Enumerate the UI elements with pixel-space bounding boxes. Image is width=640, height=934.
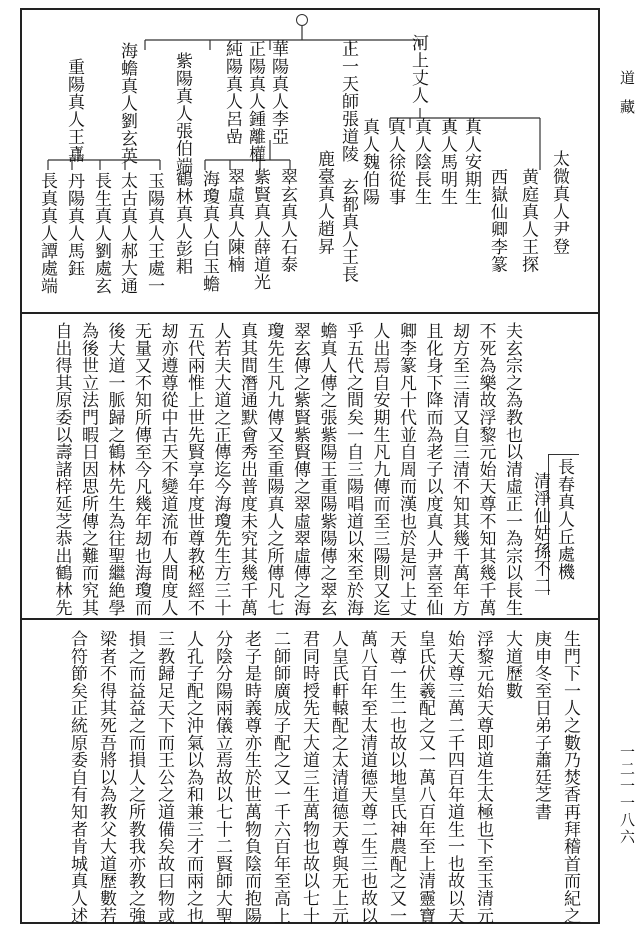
text-column: 損之而益益之而損人之所教我亦教之強	[125, 630, 145, 925]
text-column: 人孔子配之沖氣以為和兼三才而兩之也	[183, 630, 203, 925]
text-column: 蟾真人傳之張紫陽王重陽紫陽傳之翠玄	[316, 322, 337, 617]
node: 翠虛真人陳楠	[224, 168, 244, 273]
node: 玄都真人王長	[338, 178, 358, 283]
node: 華陽真人李亞	[268, 40, 288, 145]
mid-header: 長春真人丘處機	[554, 458, 574, 581]
text-column: 真其間潛通默會秀出普度未究其幾千萬	[237, 322, 257, 617]
text-column: 人皇氏軒轅配之太清道德天尊與无上元	[328, 630, 348, 925]
text-column: 刼亦遵尊從中古天不變道流布人間度人	[157, 322, 178, 617]
node: 重陽真人王嚞	[64, 58, 84, 163]
text-column: 三教歸足天下而王公之道備矣故曰物或	[154, 630, 174, 925]
text-column: 人若夫大道之正傳迄今海瓊先生方三十	[210, 322, 231, 617]
node: 太古真人郝大通	[117, 172, 137, 295]
text-column: 且化身下降而為老子以度真人尹喜至仙	[422, 322, 443, 617]
node: 海蟾真人劉玄英	[117, 42, 137, 165]
node: 鶴林真人彭耜	[172, 170, 192, 275]
text-column: 分陰分陽兩儀立焉故以七十二賢師大聖	[212, 630, 232, 925]
page-number: 一二一一八六	[618, 744, 636, 846]
text-column: 庚申冬至日弟子蕭廷芝書	[531, 630, 551, 821]
side-title: 道藏	[618, 70, 636, 128]
text-column: 翠玄傳之紫賢紫賢傳之翠虛翠虛傳之海	[290, 322, 310, 617]
node: 紫賢真人薛道光	[250, 168, 270, 291]
text-column: 萬八百年至太清道德天尊二生三也故以	[357, 630, 377, 925]
node: 真人安期生	[461, 118, 481, 206]
node: 玉陽真人王處一	[144, 172, 164, 295]
node: 真人陰長生	[411, 118, 431, 206]
node: 翠玄真人石泰	[277, 168, 297, 273]
text-column: 人出焉自安期生凡九傳而至三陽則又迄	[369, 322, 390, 617]
text-column: 始天尊三萬二千四百年道生一也故以天	[444, 630, 464, 925]
text-column: 浮黎元始天尊即道生太極也下至玉清元	[473, 630, 493, 925]
text-column: 後大道一脈歸之鶴林先生為往聖繼絶學	[104, 322, 125, 617]
node: 正一天師張道陵	[338, 40, 358, 163]
text-column: 梁者不得其死吾將以為教父大道歷數若	[96, 630, 116, 925]
node: 純陽真人呂嵒	[222, 40, 242, 145]
root-node: 河上丈人	[408, 34, 428, 104]
text-column: 自出得其原委以壽諸梓延芝恭出鶴林先	[51, 322, 72, 617]
node: 正陽真人鍾離權	[245, 40, 265, 163]
text-column: 夫玄宗之為教也以清虛正一為宗以長生	[502, 322, 522, 617]
mid-subheader: 清淨仙姑孫不二	[530, 472, 550, 595]
node: 海瓊真人白玉蟾	[199, 170, 219, 293]
node: 黄庭真人王探	[518, 168, 538, 273]
text-column: 卿李篆凡十代並自周而漢也於是河上丈	[396, 322, 416, 617]
node: 丹陽真人馬鈺	[64, 172, 84, 277]
text-column: 合符節矣正統原委自有知者肯城真人述	[67, 630, 87, 925]
node: 鹿臺真人趙昇	[314, 150, 334, 255]
text-column: 生門下一人之數乃焚香再拜稽首而紀之	[560, 630, 580, 925]
node: 太微真人尹登	[549, 150, 569, 255]
text-column: 君同時授先天大道三生萬物也故以七十	[299, 630, 319, 925]
text-column: 天尊一生二也故以地皇氏神農配之又一	[386, 630, 406, 925]
text-column: 老子是時義尊亦生於世萬物負陰而抱陽	[241, 630, 261, 925]
text-column: 二師師廣成子配之又一千六百年至高上	[270, 630, 290, 925]
node: 長生真人劉處玄	[91, 172, 111, 295]
node: 紫陽真人張伯端	[172, 52, 192, 175]
text-column: 无量又不知所傳至今凡幾年刼也海瓊而	[131, 322, 151, 617]
divider-bottom	[20, 618, 600, 620]
text-column: 乎五代之間矣一自三陽唱道以來至於海	[343, 322, 363, 617]
text-column: 刼方至三清又自三清不知其幾千萬年方	[449, 322, 469, 617]
text-column: 不死為樂故浮黎元始天尊不知其幾千萬	[475, 322, 496, 617]
node: 真人馬明生	[437, 118, 457, 206]
node: 西嶽仙卿李篆	[487, 168, 507, 273]
text-column: 皇氏伏羲配之又一萬八百年至上清靈寶	[415, 630, 435, 925]
node: 真人魏伯陽	[359, 118, 379, 206]
text-column: 五代兩惟上世先賢享年度世尊教秘經不	[184, 322, 204, 617]
node: 真人徐從事	[385, 118, 405, 206]
text-column: 大道歷數	[502, 630, 522, 700]
node: 長真真人譚處端	[37, 172, 57, 295]
text-column: 瓊先生凡九傳又至重陽真人之所傳凡七	[263, 322, 284, 617]
text-column: 為後世立法門暇日因思所傳之難而究其	[78, 322, 98, 617]
